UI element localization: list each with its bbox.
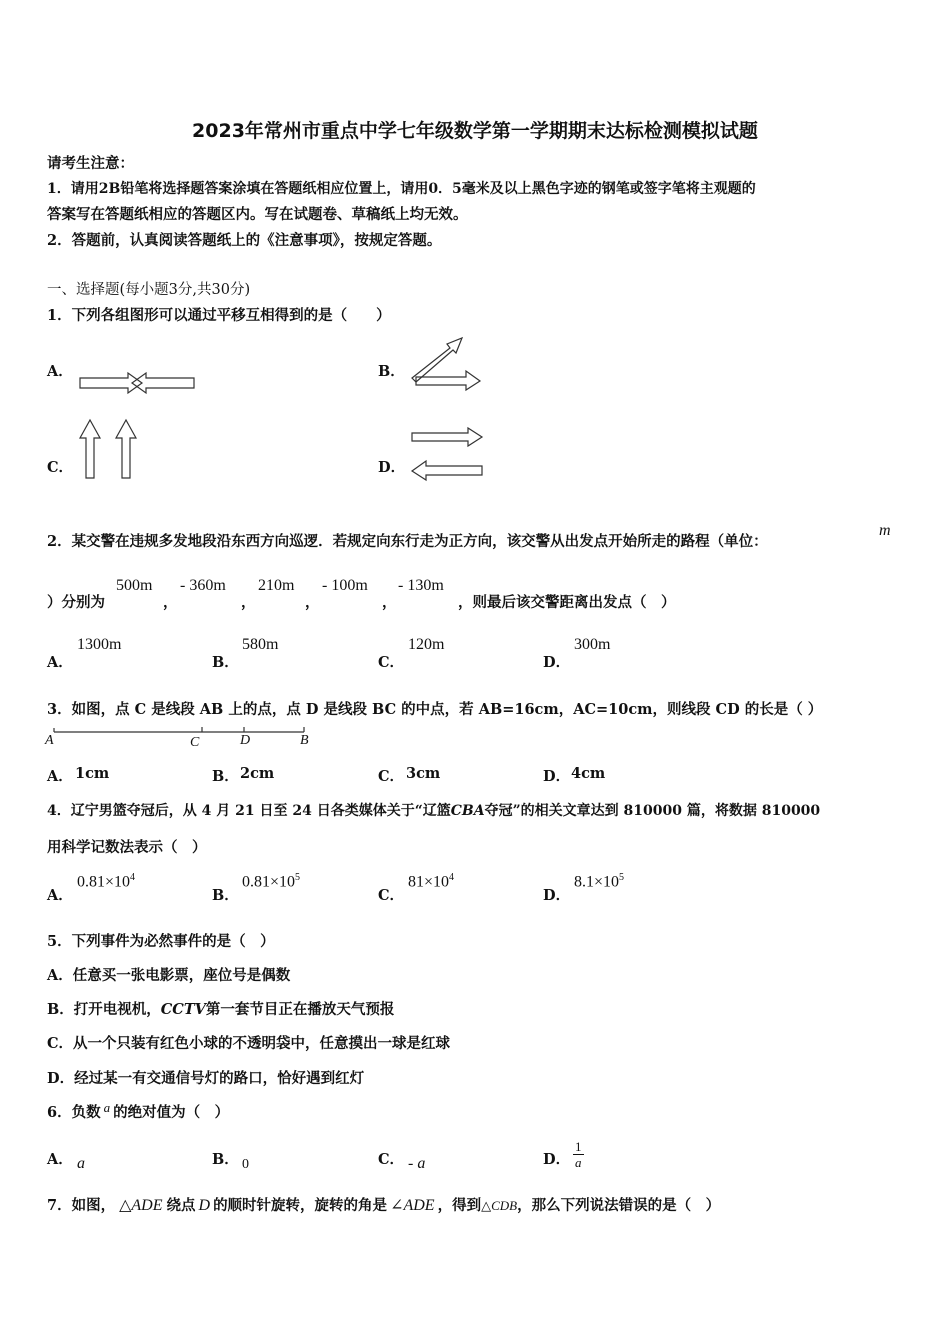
q1-figure-c [78, 418, 140, 480]
q1-figure-a [78, 370, 198, 396]
q6-option-d-numerator: 1 [575, 1139, 582, 1154]
q2-option-a-label: A． [47, 654, 73, 671]
q7-stem [47, 1194, 720, 1215]
q6-option-b-label: B． [212, 1151, 239, 1168]
q2-value-2: - 360m [180, 577, 226, 594]
q4-stem-line-1 [47, 800, 820, 820]
notice-item-2: 2．答题前，认真阅读答题纸上的《注意事项》，按规定答题。 [47, 232, 442, 249]
q4-option-b-label: B． [212, 887, 239, 904]
q3-stem: 3．如图，点 C 是线段 AB 上的点，点 D 是线段 BC 的中点，若 AB=16cm，AC=10cm，则线段 CD 的长是（ ） [47, 701, 823, 718]
q5-option-b [47, 998, 394, 1019]
q4-option-a-label: A． [47, 887, 73, 904]
q4-stem-part-1: 4．辽宁男篮夺冠后，从 4 月 21 日至 24 日各类媒体关于“辽篮 [47, 803, 451, 819]
q4-option-d-value [574, 872, 624, 891]
q1-option-d-label: D． [378, 459, 406, 476]
q4-option-a-exp: 4 [130, 872, 136, 883]
q6-option-a-label: A． [47, 1151, 73, 1168]
q6-stem [47, 1101, 229, 1122]
q6-option-a-value: a [77, 1155, 85, 1172]
q1-option-c-label: C． [47, 459, 74, 476]
q3-point-d: D [240, 733, 251, 748]
q2-value-5: - 130m [398, 577, 444, 594]
q4-option-b-base: 0.81×10 [242, 873, 296, 891]
q2-separator-2: ， [241, 594, 256, 611]
q4-option-b-exp: 5 [295, 872, 301, 883]
q4-option-d-exp: 5 [619, 872, 625, 883]
q6-variable: a [103, 1100, 111, 1115]
q3-point-b: B [300, 733, 309, 748]
q5-option-b-part-1: B．打开电视机， [47, 1001, 161, 1018]
q7-part-1: 7．如图， [47, 1197, 116, 1214]
q6-option-c-value: - a [408, 1155, 426, 1172]
q3-option-a-value: 1cm [75, 765, 110, 782]
q4-stem-part-2: 夺冠”的相关文章达到 810000 篇，将数据 810000 [484, 803, 821, 819]
q2-option-c-label: C． [378, 654, 405, 671]
q7-part-5: ，那么下列说法错误的是（ ） [517, 1197, 721, 1214]
q6-option-c-label: C． [378, 1151, 405, 1168]
q5-option-b-part-2: 第一套节目正在播放天气预报 [205, 1001, 395, 1018]
q2-unit: m [879, 522, 891, 539]
q4-option-d-label: D． [543, 887, 571, 904]
q7-part-2: 绕点 [166, 1197, 196, 1214]
q6-stem-part-2: 的绝对值为（ ） [113, 1104, 230, 1121]
q2-option-d-label: D． [543, 654, 571, 671]
q2-option-b-label: B． [212, 654, 239, 671]
q6-stem-part-1: 6．负数 [47, 1104, 101, 1121]
q4-option-a-value [77, 872, 135, 891]
q3-point-a: A [45, 733, 54, 748]
q5-option-c: C．从一个只装有红色小球的不透明袋中，任意摸出一球是红球 [47, 1035, 451, 1052]
q2-suffix: ，则最后该交警距离出发点（ ） [458, 594, 676, 611]
q6-option-b-value: 0 [242, 1157, 249, 1172]
q2-value-1: 500m [116, 577, 153, 594]
q6-option-d-fraction [573, 1136, 584, 1170]
q6-option-d-label: D． [543, 1151, 571, 1168]
q3-option-b-value: 2cm [240, 765, 275, 782]
q2-value-4: - 100m [322, 577, 368, 594]
q1-figure-d [410, 426, 490, 482]
q3-option-c-value: 3cm [406, 765, 441, 782]
q7-angle-ade: ∠ADE [390, 1197, 435, 1214]
q2-value-3: 210m [258, 577, 295, 594]
q7-part-3: 的顺时针旋转，旋转的角是 [213, 1197, 388, 1214]
q5-option-d: D．经过某一有交通信号灯的路口，恰好遇到红灯 [47, 1070, 365, 1087]
q1-option-a-label: A． [47, 363, 73, 380]
q5-option-a: A．任意买一张电影票，座位号是偶数 [47, 967, 291, 984]
q4-stem-cba: CBA [450, 803, 485, 819]
q4-option-c-exp: 4 [449, 872, 455, 883]
q4-option-d-base: 8.1×10 [574, 873, 620, 891]
q3-point-c: C [190, 735, 200, 750]
q4-option-b-value [242, 872, 300, 891]
q5-stem: 5．下列事件为必然事件的是（ ） [47, 933, 275, 950]
notice-heading: 请考生注意： [47, 155, 134, 172]
q1-option-b-label: B． [378, 363, 405, 380]
q2-option-d-value: 300m [574, 636, 611, 653]
q7-triangle-ade: △ADE [119, 1197, 163, 1214]
q3-option-a-label: A． [47, 768, 73, 785]
section-heading: 一、选择题(每小题3分,共30分) [47, 282, 251, 298]
q2-separator-1: ， [163, 594, 178, 611]
q2-option-b-value: 580m [242, 636, 279, 653]
q2-prefix: ）分别为 [47, 594, 105, 611]
page-title: 2023年常州市重点中学七年级数学第一学期期末达标检测模拟试题 [192, 120, 758, 142]
q5-option-b-cctv: CCTV [160, 1001, 206, 1018]
q3-option-d-label: D． [543, 768, 571, 785]
q7-point-d: D [198, 1197, 211, 1214]
q1-stem: 1．下列各组图形可以通过平移互相得到的是（ ） [47, 307, 391, 324]
q2-separator-3: ， [305, 594, 320, 611]
q4-option-a-base: 0.81×10 [77, 873, 131, 891]
q1-figure-b [408, 334, 488, 392]
q4-option-c-base: 81×10 [408, 873, 450, 891]
q4-stem-line-2: 用科学记数法表示（ ） [47, 839, 207, 856]
q2-separator-4: ， [382, 594, 397, 611]
q2-option-a-value: 1300m [77, 636, 122, 653]
q4-option-c-label: C． [378, 887, 405, 904]
q3-option-d-value: 4cm [571, 765, 606, 782]
q3-line-segment-figure [44, 724, 324, 754]
q4-option-c-value [408, 872, 454, 891]
q7-part-4: ，得到 [437, 1197, 482, 1214]
q3-option-c-label: C． [378, 768, 405, 785]
q6-option-d-denominator: a [575, 1155, 582, 1170]
q2-stem-line-1: 2．某交警在违规多发地段沿东西方向巡逻．若规定向东行走为正方向，该交警从出发点开始所走的路程（单位： [47, 533, 768, 550]
q7-triangle-cdb: △CDB [481, 1198, 518, 1213]
q2-option-c-value: 120m [408, 636, 445, 653]
q3-option-b-label: B． [212, 768, 239, 785]
notice-item-1-line-1: 1．请用2B铅笔将选择题答案涂填在答题纸相应位置上，请用0．5毫米及以上黑色字迹的钢笔或签字笔将主观题的 [47, 181, 756, 197]
notice-item-1-line-2: 答案写在答题纸相应的答题区内。写在试题卷、草稿纸上均无效。 [47, 206, 468, 223]
